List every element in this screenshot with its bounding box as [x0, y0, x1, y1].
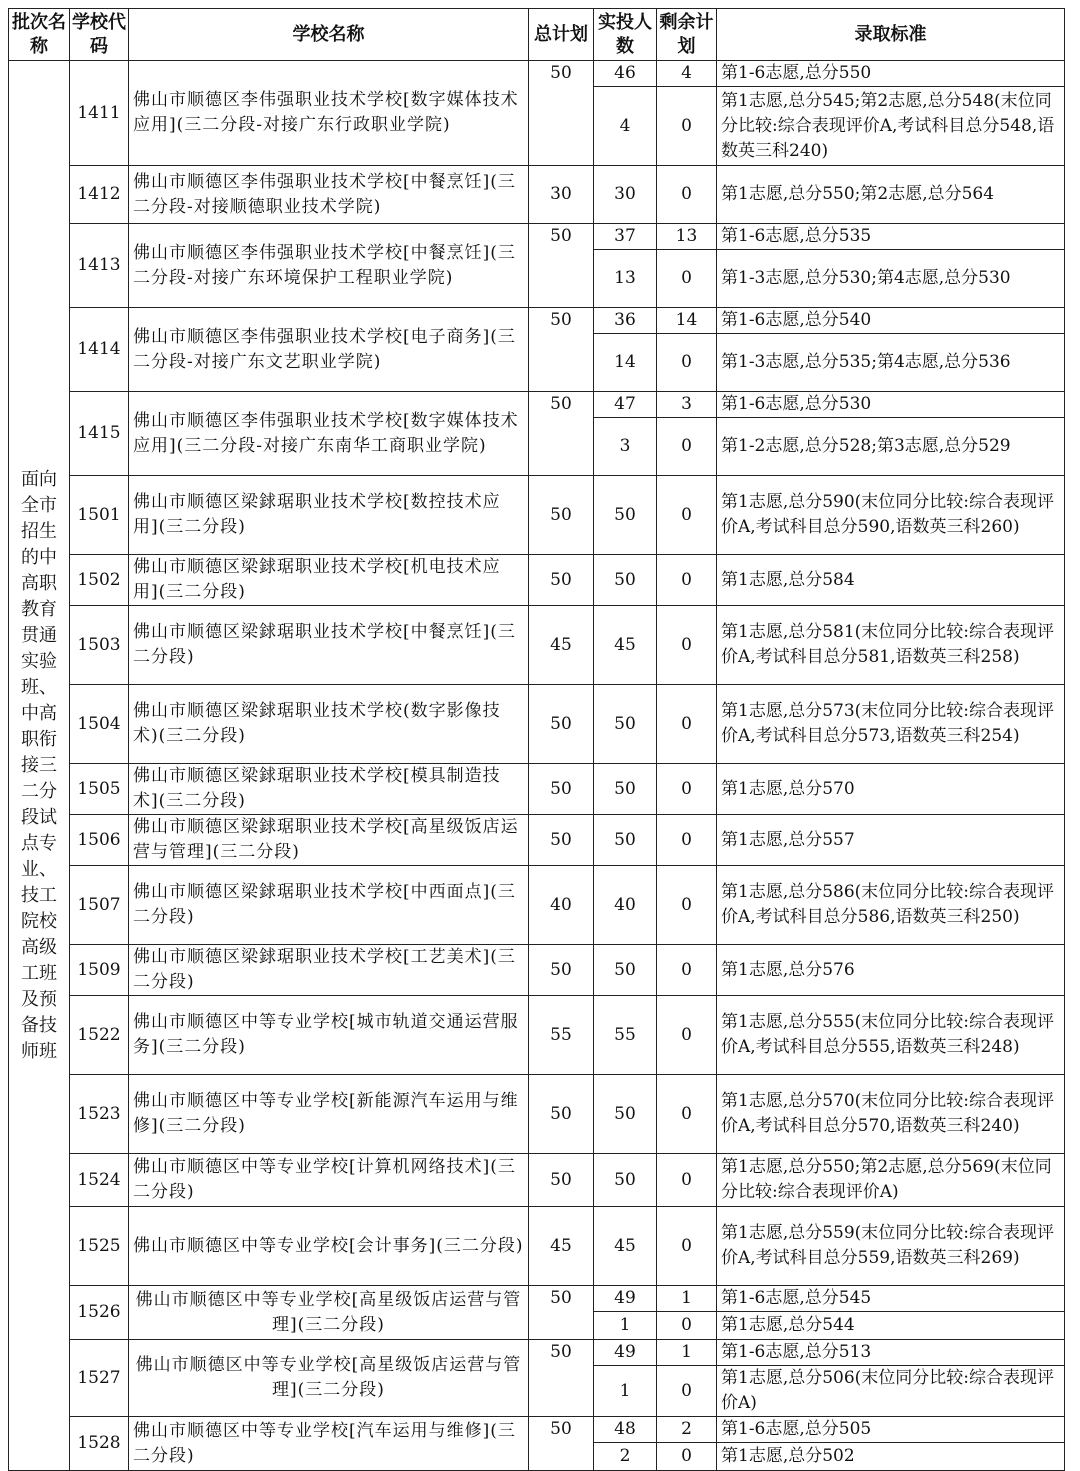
- total-plan-cell: 50: [529, 224, 594, 250]
- total-plan-cell: 45: [529, 606, 594, 685]
- remaining-plan-cell: 0: [657, 418, 717, 476]
- remaining-plan-cell: 0: [657, 476, 717, 555]
- actual-count-cell: 47: [594, 392, 657, 418]
- remaining-plan-cell: 0: [657, 996, 717, 1075]
- total-plan-cell: 50: [529, 945, 594, 996]
- admission-standard-cell: 第1志愿,总分559(末位同分比较:综合表现评价A,考试科目总分559,语数英三科269): [717, 1207, 1065, 1286]
- school-name-cell: 佛山市顺德区中等专业学校[计算机网络技术](三二分段): [129, 1154, 529, 1207]
- admission-standard-cell: 第1-6志愿,总分545: [717, 1286, 1065, 1312]
- school-name-cell: 佛山市顺德区李伟强职业技术学校[电子商务](三二分段-对接广东文艺职业学院): [129, 308, 529, 392]
- table-row: [9, 606, 1065, 685]
- admission-standard-cell: 第1志愿,总分506(末位同分比较:综合表现评价A): [717, 1366, 1065, 1417]
- table-row: [9, 1154, 1065, 1207]
- table-row: [9, 996, 1065, 1075]
- remaining-plan-cell: 0: [657, 1312, 717, 1340]
- header-actual: 实投人数: [594, 9, 657, 61]
- actual-count-cell: 48: [594, 1417, 657, 1443]
- school-code-cell: 1505: [70, 764, 129, 815]
- school-code-cell: 1509: [70, 945, 129, 996]
- actual-count-cell: 45: [594, 1207, 657, 1286]
- admission-table: [8, 8, 1065, 1471]
- school-code-cell: 1527: [70, 1340, 129, 1417]
- total-plan-cell: [529, 1312, 594, 1340]
- total-plan-cell: 50: [529, 61, 594, 87]
- school-name-cell: 佛山市顺德区中等专业学校[会计事务](三二分段): [129, 1207, 529, 1286]
- admission-standard-cell: 第1-3志愿,总分530;第4志愿,总分530: [717, 250, 1065, 308]
- school-name-cell: 佛山市顺德区中等专业学校[高星级饭店运营与管理](三二分段): [129, 1340, 529, 1417]
- table-row: [9, 224, 1065, 250]
- table-row: [9, 1340, 1065, 1366]
- actual-count-cell: 36: [594, 308, 657, 334]
- remaining-plan-cell: 14: [657, 308, 717, 334]
- total-plan-cell: 50: [529, 1286, 594, 1312]
- total-plan-cell: 50: [529, 1154, 594, 1207]
- total-plan-cell: [529, 418, 594, 476]
- admission-standard-cell: 第1志愿,总分586(末位同分比较:综合表现评价A,考试科目总分586,语数英三科250): [717, 866, 1065, 945]
- school-name-cell: 佛山市顺德区梁銶琚职业技术学校[机电技术应用](三二分段): [129, 555, 529, 606]
- actual-count-cell: 50: [594, 945, 657, 996]
- school-code-cell: 1413: [70, 224, 129, 308]
- remaining-plan-cell: 0: [657, 1075, 717, 1154]
- header-row: [9, 9, 1065, 61]
- school-code-cell: 1415: [70, 392, 129, 476]
- actual-count-cell: 50: [594, 476, 657, 555]
- admission-table-container: [8, 8, 1065, 1471]
- actual-count-cell: 50: [594, 1075, 657, 1154]
- total-plan-cell: 55: [529, 996, 594, 1075]
- header-code: 学校代码: [70, 9, 129, 61]
- school-name-cell: 佛山市顺德区梁銶琚职业技术学校[工艺美术](三二分段): [129, 945, 529, 996]
- school-name-cell: 佛山市顺德区中等专业学校[新能源汽车运用与维修](三二分段): [129, 1075, 529, 1154]
- table-row: [9, 555, 1065, 606]
- school-name-cell: 佛山市顺德区梁銶琚职业技术学校[模具制造技术](三二分段): [129, 764, 529, 815]
- table-row: [9, 166, 1065, 224]
- table-row: [9, 945, 1065, 996]
- admission-standard-cell: 第1志愿,总分550;第2志愿,总分569(末位同分比较:综合表现评价A): [717, 1154, 1065, 1207]
- table-row: [9, 866, 1065, 945]
- total-plan-cell: [529, 250, 594, 308]
- admission-standard-cell: 第1-6志愿,总分505: [717, 1417, 1065, 1443]
- actual-count-cell: 14: [594, 334, 657, 392]
- school-name-cell: 佛山市顺德区李伟强职业技术学校[中餐烹饪](三二分段-对接顺德职业技术学院): [129, 166, 529, 224]
- school-code-cell: 1522: [70, 996, 129, 1075]
- table-row: [9, 61, 1065, 87]
- total-plan-cell: [529, 1366, 594, 1417]
- school-name-cell: 佛山市顺德区梁銶琚职业技术学校[高星级饭店运营与管理](三二分段): [129, 815, 529, 866]
- school-code-cell: 1526: [70, 1286, 129, 1340]
- actual-count-cell: 13: [594, 250, 657, 308]
- admission-standard-cell: 第1志愿,总分590(末位同分比较:综合表现评价A,考试科目总分590,语数英三科260): [717, 476, 1065, 555]
- table-row: [9, 1207, 1065, 1286]
- header-batch: 批次名称: [9, 9, 70, 61]
- total-plan-cell: 50: [529, 555, 594, 606]
- total-plan-cell: [529, 1443, 594, 1471]
- table-row: [9, 476, 1065, 555]
- header-plan: 总计划: [529, 9, 594, 61]
- total-plan-cell: 50: [529, 685, 594, 764]
- admission-standard-cell: 第1志愿,总分576: [717, 945, 1065, 996]
- remaining-plan-cell: 1: [657, 1286, 717, 1312]
- remaining-plan-cell: 0: [657, 945, 717, 996]
- remaining-plan-cell: 0: [657, 334, 717, 392]
- admission-standard-cell: 第1志愿,总分570(末位同分比较:综合表现评价A,考试科目总分570,语数英三科240): [717, 1075, 1065, 1154]
- actual-count-cell: 45: [594, 606, 657, 685]
- admission-standard-cell: 第1-6志愿,总分530: [717, 392, 1065, 418]
- remaining-plan-cell: 0: [657, 606, 717, 685]
- actual-count-cell: 40: [594, 866, 657, 945]
- remaining-plan-cell: 0: [657, 1207, 717, 1286]
- remaining-plan-cell: 0: [657, 815, 717, 866]
- school-name-cell: 佛山市顺德区中等专业学校[城市轨道交通运营服务](三二分段): [129, 996, 529, 1075]
- actual-count-cell: 50: [594, 764, 657, 815]
- actual-count-cell: 4: [594, 87, 657, 166]
- school-code-cell: 1523: [70, 1075, 129, 1154]
- school-name-cell: 佛山市顺德区李伟强职业技术学校[数字媒体技术应用](三二分段-对接广东南华工商职业学院): [129, 392, 529, 476]
- remaining-plan-cell: 0: [657, 250, 717, 308]
- school-name-cell: 佛山市顺德区梁銶琚职业技术学校[中餐烹饪](三二分段): [129, 606, 529, 685]
- actual-count-cell: 1: [594, 1366, 657, 1417]
- school-code-cell: 1411: [70, 61, 129, 166]
- total-plan-cell: 50: [529, 815, 594, 866]
- remaining-plan-cell: 0: [657, 87, 717, 166]
- remaining-plan-cell: 1: [657, 1340, 717, 1366]
- school-code-cell: 1507: [70, 866, 129, 945]
- admission-standard-cell: 第1-3志愿,总分535;第4志愿,总分536: [717, 334, 1065, 392]
- admission-standard-cell: 第1志愿,总分545;第2志愿,总分548(末位同分比较:综合表现评价A,考试科目总分548,语数英三科240): [717, 87, 1065, 166]
- admission-standard-cell: 第1-2志愿,总分528;第3志愿,总分529: [717, 418, 1065, 476]
- admission-standard-cell: 第1-6志愿,总分540: [717, 308, 1065, 334]
- admission-standard-cell: 第1志愿,总分573(末位同分比较:综合表现评价A,考试科目总分573,语数英三科254): [717, 685, 1065, 764]
- total-plan-cell: 45: [529, 1207, 594, 1286]
- remaining-plan-cell: 0: [657, 685, 717, 764]
- header-name: 学校名称: [129, 9, 529, 61]
- admission-standard-cell: 第1-6志愿,总分550: [717, 61, 1065, 87]
- total-plan-cell: 50: [529, 476, 594, 555]
- school-code-cell: 1501: [70, 476, 129, 555]
- school-code-cell: 1414: [70, 308, 129, 392]
- table-row: [9, 1417, 1065, 1443]
- table-row: [9, 1075, 1065, 1154]
- school-code-cell: 1528: [70, 1417, 129, 1471]
- table-row: [9, 764, 1065, 815]
- actual-count-cell: 3: [594, 418, 657, 476]
- remaining-plan-cell: 0: [657, 555, 717, 606]
- school-name-cell: 佛山市顺德区梁銶琚职业技术学校(数字影像技术)(三二分段): [129, 685, 529, 764]
- actual-count-cell: 46: [594, 61, 657, 87]
- school-code-cell: 1503: [70, 606, 129, 685]
- remaining-plan-cell: 0: [657, 1366, 717, 1417]
- school-code-cell: 1506: [70, 815, 129, 866]
- total-plan-cell: 40: [529, 866, 594, 945]
- remaining-plan-cell: 0: [657, 866, 717, 945]
- actual-count-cell: 37: [594, 224, 657, 250]
- remaining-plan-cell: 3: [657, 392, 717, 418]
- admission-standard-cell: 第1志愿,总分557: [717, 815, 1065, 866]
- total-plan-cell: [529, 87, 594, 166]
- header-remain: 剩余计划: [657, 9, 717, 61]
- actual-count-cell: 50: [594, 815, 657, 866]
- school-name-cell: 佛山市顺德区梁銶琚职业技术学校[中西面点](三二分段): [129, 866, 529, 945]
- actual-count-cell: 50: [594, 1154, 657, 1207]
- school-code-cell: 1412: [70, 166, 129, 224]
- school-code-cell: 1525: [70, 1207, 129, 1286]
- admission-standard-cell: 第1志愿,总分570: [717, 764, 1065, 815]
- total-plan-cell: 50: [529, 764, 594, 815]
- table-row: [9, 815, 1065, 866]
- table-row: [9, 308, 1065, 334]
- school-code-cell: 1502: [70, 555, 129, 606]
- table-row: [9, 1286, 1065, 1312]
- remaining-plan-cell: 0: [657, 764, 717, 815]
- admission-standard-cell: 第1志愿,总分555(末位同分比较:综合表现评价A,考试科目总分555,语数英三科248): [717, 996, 1065, 1075]
- total-plan-cell: 50: [529, 1417, 594, 1443]
- school-name-cell: 佛山市顺德区李伟强职业技术学校[数字媒体技术应用](三二分段-对接广东行政职业学院): [129, 61, 529, 166]
- remaining-plan-cell: 0: [657, 1154, 717, 1207]
- table-row: [9, 392, 1065, 418]
- school-name-cell: 佛山市顺德区李伟强职业技术学校[中餐烹饪](三二分段-对接广东环境保护工程职业学院): [129, 224, 529, 308]
- total-plan-cell: 50: [529, 1075, 594, 1154]
- school-code-cell: 1504: [70, 685, 129, 764]
- actual-count-cell: 30: [594, 166, 657, 224]
- admission-standard-cell: 第1志愿,总分581(末位同分比较:综合表现评价A,考试科目总分581,语数英三科258): [717, 606, 1065, 685]
- batch-name-cell: 面向全市招生的中高职教育贯通实验班、中高职衔接三二分段试点专业、技工院校高级工班及预备技师班: [9, 61, 70, 1471]
- actual-count-cell: 49: [594, 1340, 657, 1366]
- remaining-plan-cell: 2: [657, 1417, 717, 1443]
- actual-count-cell: 1: [594, 1312, 657, 1340]
- actual-count-cell: 2: [594, 1443, 657, 1471]
- admission-standard-cell: 第1志愿,总分550;第2志愿,总分564: [717, 166, 1065, 224]
- total-plan-cell: [529, 334, 594, 392]
- actual-count-cell: 49: [594, 1286, 657, 1312]
- remaining-plan-cell: 13: [657, 224, 717, 250]
- total-plan-cell: 30: [529, 166, 594, 224]
- school-name-cell: 佛山市顺德区梁銶琚职业技术学校[数控技术应用](三二分段): [129, 476, 529, 555]
- actual-count-cell: 55: [594, 996, 657, 1075]
- remaining-plan-cell: 4: [657, 61, 717, 87]
- actual-count-cell: 50: [594, 555, 657, 606]
- school-name-cell: 佛山市顺德区中等专业学校[高星级饭店运营与管理](三二分段): [129, 1286, 529, 1340]
- admission-standard-cell: 第1-6志愿,总分535: [717, 224, 1065, 250]
- actual-count-cell: 50: [594, 685, 657, 764]
- total-plan-cell: 50: [529, 308, 594, 334]
- school-name-cell: 佛山市顺德区中等专业学校[汽车运用与维修](三二分段): [129, 1417, 529, 1471]
- admission-standard-cell: 第1志愿,总分502: [717, 1443, 1065, 1471]
- header-standard: 录取标准: [717, 9, 1065, 61]
- admission-standard-cell: 第1志愿,总分544: [717, 1312, 1065, 1340]
- remaining-plan-cell: 0: [657, 166, 717, 224]
- total-plan-cell: 50: [529, 1340, 594, 1366]
- remaining-plan-cell: 0: [657, 1443, 717, 1471]
- total-plan-cell: 50: [529, 392, 594, 418]
- school-code-cell: 1524: [70, 1154, 129, 1207]
- admission-standard-cell: 第1志愿,总分584: [717, 555, 1065, 606]
- table-row: [9, 685, 1065, 764]
- admission-standard-cell: 第1-6志愿,总分513: [717, 1340, 1065, 1366]
